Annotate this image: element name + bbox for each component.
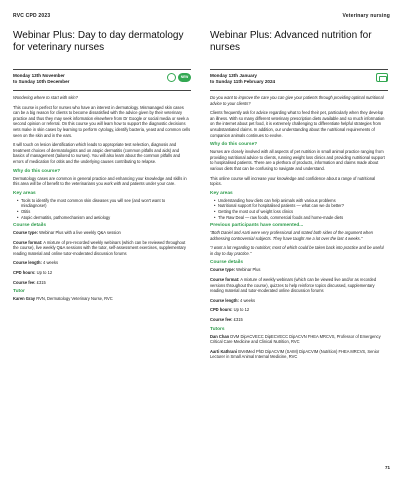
section-heading: Key areas bbox=[210, 190, 233, 196]
list-item: • Getting the most out of weight loss clinics bbox=[214, 209, 388, 215]
list-item: • The Raw Deal — raw foods, commercial foods and home-made diets bbox=[214, 215, 388, 221]
tutor: Karen Gray RVN, Dermatology Veterinary Nurse, RVC bbox=[13, 296, 113, 302]
end-date: to Sunday 10th December bbox=[13, 79, 70, 84]
cpd-hours: CPD hours: Up to 12 bbox=[210, 307, 250, 313]
section-heading: Previous participants have commented... bbox=[210, 223, 304, 229]
list-item: • Otitis bbox=[17, 209, 191, 215]
header-right: Veterinary nursing bbox=[342, 13, 390, 19]
end-date: to Sunday 11th February 2024 bbox=[210, 79, 276, 84]
course-title: Webinar Plus: Day to day dermatology for veterinary nurses bbox=[13, 30, 184, 53]
paragraph: This course is perfect for nurses who have an interest in dermatology. Mismanaged skin cases can be a big reason for clients to become dissatisfied with the advice given by their veterinary practice and thus they may seek information elsewhere from Dr Google or social media or seek a second opinion or referral. On this course you will learn how to support the diagnostic decisions vets make in skin cases by learning to perform cytology, identify bacteria, yeast and common cells seen on the skin and in the ears. bbox=[13, 104, 191, 138]
intro-question: Do you want to improve the care you can give your patients through providing optimal nutritional advice to your clients? bbox=[210, 95, 384, 106]
course-type: Course type: Webinar Plus bbox=[210, 267, 261, 273]
list-item: • Understanding how diets can help animals with various problems bbox=[214, 198, 388, 204]
list-item: • Atopic dermatitis, pathomechanism and aetiology bbox=[17, 215, 191, 221]
section-heading: Course details bbox=[210, 260, 244, 266]
section-heading: Why do this course? bbox=[210, 142, 258, 148]
key-areas-list bbox=[13, 198, 191, 220]
date-bar bbox=[13, 69, 191, 91]
tutor: Dan Chan DVM DipACVECC DipECVECC DipACVN FHEA MRCVS, Professor of Emergency Critical Care Medicine and Clinical Nutrition, RVC bbox=[210, 333, 381, 345]
paragraph: Nurses are closely involved with all aspects of pet nutrition in small animal practice ranging from providing nutritional advice to clients, running weight loss clinics and providing nutritional support to hospitalised patients. There are a plethora of products, information and claims made about various diets that can be confusing to navigate and understand. bbox=[210, 149, 385, 171]
paragraph: Dermatology cases are common in general practice and enhancing your knowledge and skills in this area will be of benefit to the veterinarians you work with and patients under your care. bbox=[13, 175, 187, 187]
section-heading: Why do this course? bbox=[13, 168, 61, 174]
webinar-icon bbox=[167, 73, 176, 82]
course-length: Course length: 4 weeks bbox=[210, 297, 256, 303]
page-number: 71 bbox=[384, 465, 390, 470]
section-heading: Tutors bbox=[210, 326, 225, 332]
webinar-icon bbox=[376, 73, 388, 82]
course-fee: Course fee: £315 bbox=[13, 279, 46, 285]
testimonial: "Both Daniel and Aarti were very professional and stated both sides of the argument when addressing controversial subjects. They have taught me a lot over the last 4 weeks." bbox=[210, 230, 373, 241]
course-body bbox=[13, 95, 191, 302]
course-fee: Course fee: £315 bbox=[210, 317, 243, 323]
course-title: Webinar Plus: Advanced nutrition for nurses bbox=[210, 30, 372, 53]
section-heading: Course details bbox=[13, 223, 47, 229]
course-format: Course format: A mixture of pre-recorded weekly webinars (which can be reviewed throughout the course), live weekly Q&A sessions with the tutor, self-assessment exercises, supplementary reading material and online tutor-moderated discussion forums bbox=[13, 239, 186, 256]
course-nutrition bbox=[210, 30, 388, 364]
course-format: Course format: A mixture of weekly webinars (which can be viewed live and/or as recorded versions throughout the course), quizzes to help reinforce topics discussed, supplementary reading material and tutor-moderated online discussion forums bbox=[210, 277, 377, 294]
course-length: Course length: 4 weeks bbox=[13, 260, 59, 266]
header-left: RVC CPD 2023 bbox=[13, 13, 51, 19]
running-header bbox=[13, 13, 390, 19]
cpd-hours: CPD hours: Up to 12 bbox=[13, 270, 53, 276]
intro-question: Wondering where to start with skin? bbox=[13, 95, 78, 100]
list-item: • Nutritional support for hospitalised patients — what can we do better? bbox=[214, 203, 388, 209]
section-heading: Tutor bbox=[13, 289, 25, 295]
key-areas-list bbox=[210, 198, 388, 220]
tutor: Aarti Kathrani BVetMed PhD DipACVIM (SAIM) DipACVIM (Nutrition) FHEA MRCVS, Senior Lecturer in Small Animal Internal Medicine, RVC bbox=[210, 348, 380, 360]
paragraph: It will touch on lesion identification which leads to appropriate test selection, diagnosis and treatment choices of dermatologists and on atopic dermatitis (common pitfalls and aids) and basics of management (tailored to nurses). You will also learn about the common pitfalls and errors of medication for otitis and the underlying causes contributing to relapse. bbox=[13, 142, 181, 164]
start-date: Monday 13th January bbox=[210, 73, 257, 78]
start-date: Monday 13th November bbox=[13, 73, 65, 78]
list-item: • Tools to identify the most common skin diseases you will see (and won't want to misdiagnose!) bbox=[17, 198, 191, 209]
testimonial: "I want a lot regarding to nutrition; most of which could be taken back into practice and be useful in day to day practice." bbox=[210, 245, 384, 256]
date-bar bbox=[210, 69, 388, 91]
course-dermatology bbox=[13, 30, 191, 306]
paragraph: Clients frequently ask for advice regarding what to feed their pet, particularly when they develop an illness. With so many different veterinary prescription diets available and so much information on the internet about pet food, it is extremely challenging to differentiate helpful strategies from unsubstantiated claims. In addition, our understanding about the nutritional requirements of companion animals continues to evolve. bbox=[210, 110, 385, 138]
section-heading: Key areas bbox=[13, 190, 36, 196]
new-badge: NEW bbox=[178, 73, 191, 82]
course-type: Course type: Webinar Plus with a live weekly Q&A session bbox=[13, 230, 121, 236]
paragraph: This online course will increase your knowledge and confidence about a range of nutritional topics. bbox=[210, 175, 376, 187]
course-body bbox=[210, 95, 388, 360]
